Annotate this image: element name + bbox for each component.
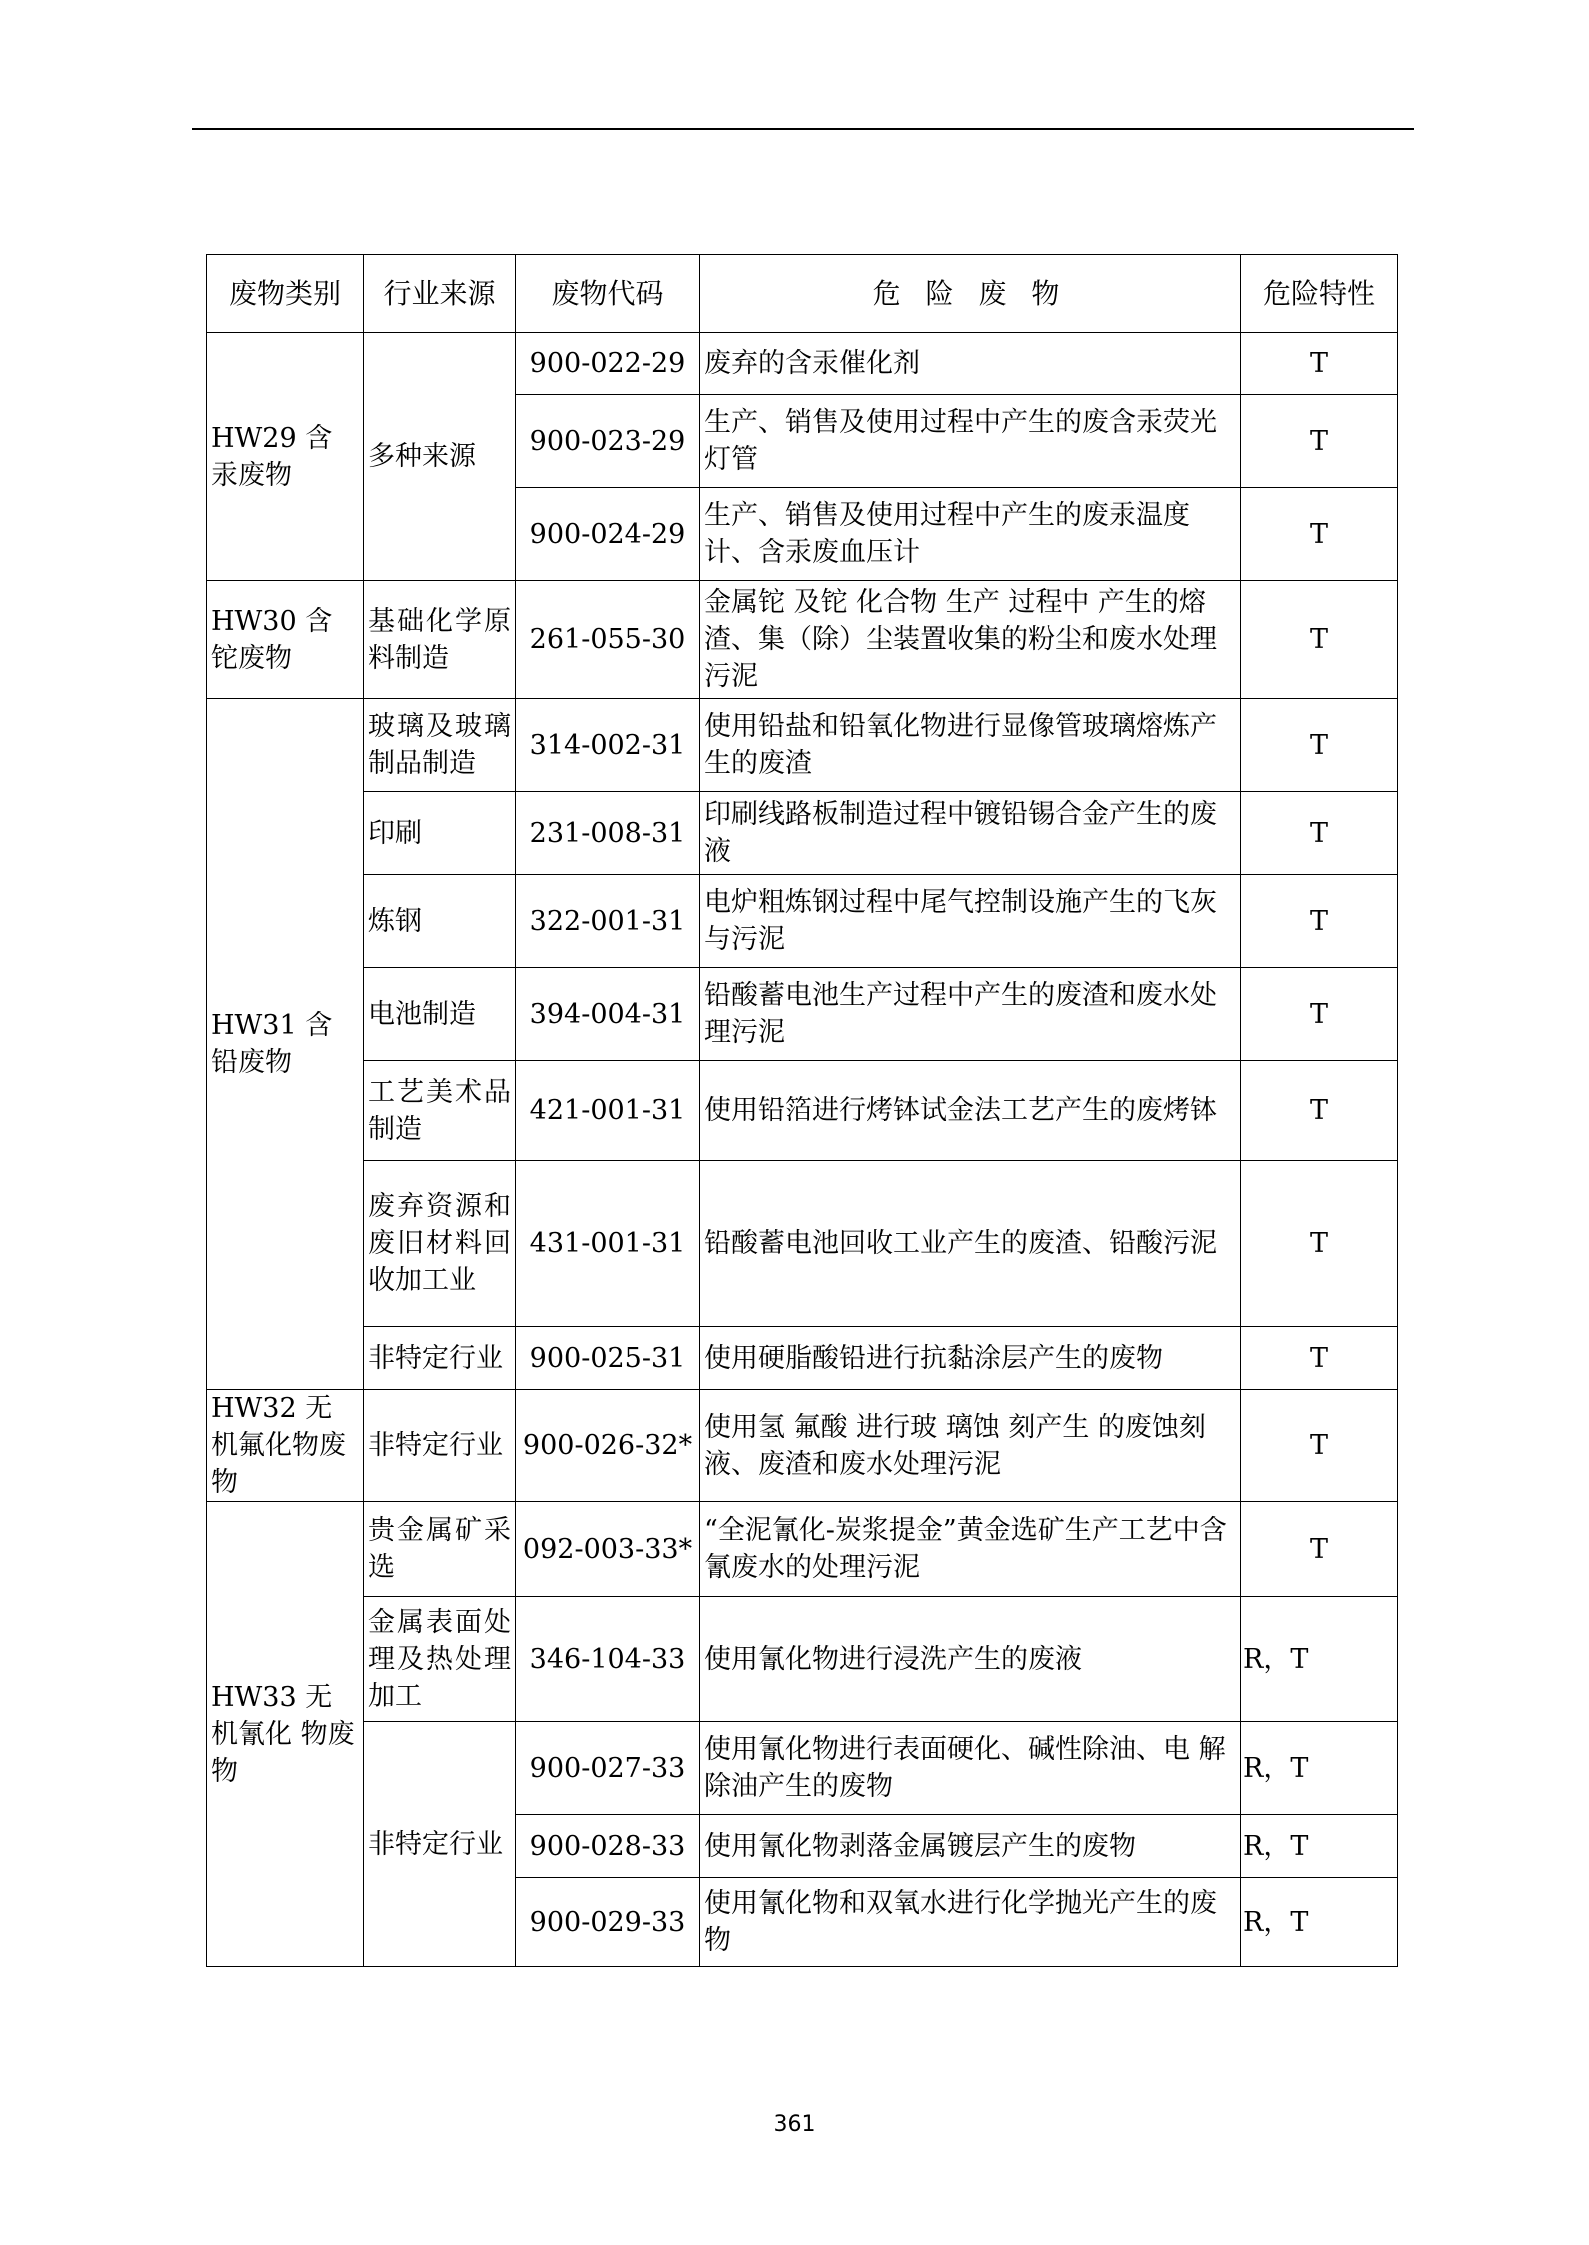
table-row [207, 1061, 1398, 1161]
source-cell: 炼钢 [364, 875, 516, 968]
source-cell: 非特定行业 [364, 1722, 516, 1967]
code-cell: 261-055-30 [516, 581, 700, 699]
header-rule [192, 128, 1414, 130]
table-row [207, 875, 1398, 968]
table-row [207, 1502, 1398, 1597]
code-cell: 092-003-33* [516, 1502, 700, 1597]
code-cell: 322-001-31 [516, 875, 700, 968]
header-waste: 危 险 废 物 [700, 255, 1241, 333]
characteristic-cell: T [1241, 699, 1398, 792]
header-characteristic: 危险特性 [1241, 255, 1398, 333]
characteristic-cell: T [1241, 968, 1398, 1061]
source-cell: 贵金属矿采选 [364, 1502, 516, 1597]
code-cell: 900-026-32* [516, 1390, 700, 1502]
table-row [207, 1597, 1398, 1722]
characteristic-cell: T [1241, 875, 1398, 968]
category-cell: HW30 含铊废物 [207, 581, 364, 699]
table-header-row [207, 255, 1398, 333]
header-category: 废物类别 [207, 255, 364, 333]
waste-cell: 铅酸蓄电池回收工业产生的废渣、铅酸污泥 [700, 1161, 1241, 1327]
waste-cell: 使用氰化物剥落金属镀层产生的废物 [700, 1815, 1241, 1878]
category-cell: HW32 无机氟化物废物 [207, 1390, 364, 1502]
source-cell: 非特定行业 [364, 1327, 516, 1390]
waste-cell: 印刷线路板制造过程中镀铅锡合金产生的废液 [700, 792, 1241, 875]
table-row [207, 333, 1398, 395]
characteristic-cell: R，T [1241, 1815, 1398, 1878]
code-cell: 346-104-33 [516, 1597, 700, 1722]
waste-cell: 生产、销售及使用过程中产生的废汞温度计、含汞废血压计 [700, 488, 1241, 581]
characteristic-cell: T [1241, 333, 1398, 395]
table-row [207, 1390, 1398, 1502]
source-cell: 玻璃及玻璃制品制造 [364, 699, 516, 792]
characteristic-cell: T [1241, 488, 1398, 581]
source-cell: 印刷 [364, 792, 516, 875]
category-cell: HW31 含铅废物 [207, 699, 364, 1390]
source-cell: 非特定行业 [364, 1390, 516, 1502]
waste-cell: 使用氰化物和双氧水进行化学抛光产生的废物 [700, 1878, 1241, 1967]
header-code: 废物代码 [516, 255, 700, 333]
table-row [207, 792, 1398, 875]
characteristic-cell: T [1241, 1390, 1398, 1502]
source-cell: 工艺美术品制造 [364, 1061, 516, 1161]
waste-cell: 使用氢 氟酸 进行玻 璃蚀 刻产生 的废蚀刻 液、废渣和废水处理污泥 [700, 1390, 1241, 1502]
source-cell: 废弃资源和废旧材料回收加工业 [364, 1161, 516, 1327]
code-cell: 900-028-33 [516, 1815, 700, 1878]
code-cell: 394-004-31 [516, 968, 700, 1061]
header-source: 行业来源 [364, 255, 516, 333]
code-cell: 314-002-31 [516, 699, 700, 792]
characteristic-cell: T [1241, 1327, 1398, 1390]
table-row [207, 968, 1398, 1061]
waste-cell: “全泥氰化-炭浆提金”黄金选矿生产工艺中含氰废水的处理污泥 [700, 1502, 1241, 1597]
waste-cell: 使用铅箔进行烤钵试金法工艺产生的废烤钵 [700, 1061, 1241, 1161]
waste-cell: 使用氰化物进行表面硬化、碱性除油、电 解除油产生的废物 [700, 1722, 1241, 1815]
waste-cell: 电炉粗炼钢过程中尾气控制设施产生的飞灰与污泥 [700, 875, 1241, 968]
characteristic-cell: T [1241, 581, 1398, 699]
characteristic-cell: R，T [1241, 1722, 1398, 1815]
table-row [207, 1722, 1398, 1815]
hazardous-waste-table [206, 254, 1398, 1967]
characteristic-cell: T [1241, 395, 1398, 488]
code-cell: 431-001-31 [516, 1161, 700, 1327]
characteristic-cell: T [1241, 1061, 1398, 1161]
code-cell: 231-008-31 [516, 792, 700, 875]
code-cell: 900-022-29 [516, 333, 700, 395]
code-cell: 900-029-33 [516, 1878, 700, 1967]
code-cell: 900-025-31 [516, 1327, 700, 1390]
source-cell: 基础化学原料制造 [364, 581, 516, 699]
waste-cell: 废弃的含汞催化剂 [700, 333, 1241, 395]
code-cell: 900-023-29 [516, 395, 700, 488]
waste-cell: 铅酸蓄电池生产过程中产生的废渣和废水处理污泥 [700, 968, 1241, 1061]
characteristic-cell: T [1241, 1161, 1398, 1327]
characteristic-cell: R，T [1241, 1878, 1398, 1967]
code-cell: 900-024-29 [516, 488, 700, 581]
category-cell: HW29 含汞废物 [207, 333, 364, 581]
code-cell: 421-001-31 [516, 1061, 700, 1161]
table-row [207, 1161, 1398, 1327]
waste-cell: 使用铅盐和铅氧化物进行显像管玻璃熔炼产生的废渣 [700, 699, 1241, 792]
waste-cell: 生产、销售及使用过程中产生的废含汞荧光灯管 [700, 395, 1241, 488]
source-cell: 金属表面处理及热处理加工 [364, 1597, 516, 1722]
table-row [207, 699, 1398, 792]
page-number: 361 [773, 2112, 816, 2137]
waste-cell: 金属铊 及铊 化合物 生产 过程中 产生的熔 渣、集（除）尘装置收集的粉尘和废水处理污泥 [700, 581, 1241, 699]
characteristic-cell: T [1241, 1502, 1398, 1597]
characteristic-cell: R，T [1241, 1597, 1398, 1722]
characteristic-cell: T [1241, 792, 1398, 875]
waste-cell: 使用硬脂酸铅进行抗黏涂层产生的废物 [700, 1327, 1241, 1390]
table-row [207, 1327, 1398, 1390]
code-cell: 900-027-33 [516, 1722, 700, 1815]
source-cell: 多种来源 [364, 333, 516, 581]
source-cell: 电池制造 [364, 968, 516, 1061]
table-row [207, 581, 1398, 699]
waste-cell: 使用氰化物进行浸洗产生的废液 [700, 1597, 1241, 1722]
category-cell: HW33 无机氰化 物废物 [207, 1502, 364, 1967]
